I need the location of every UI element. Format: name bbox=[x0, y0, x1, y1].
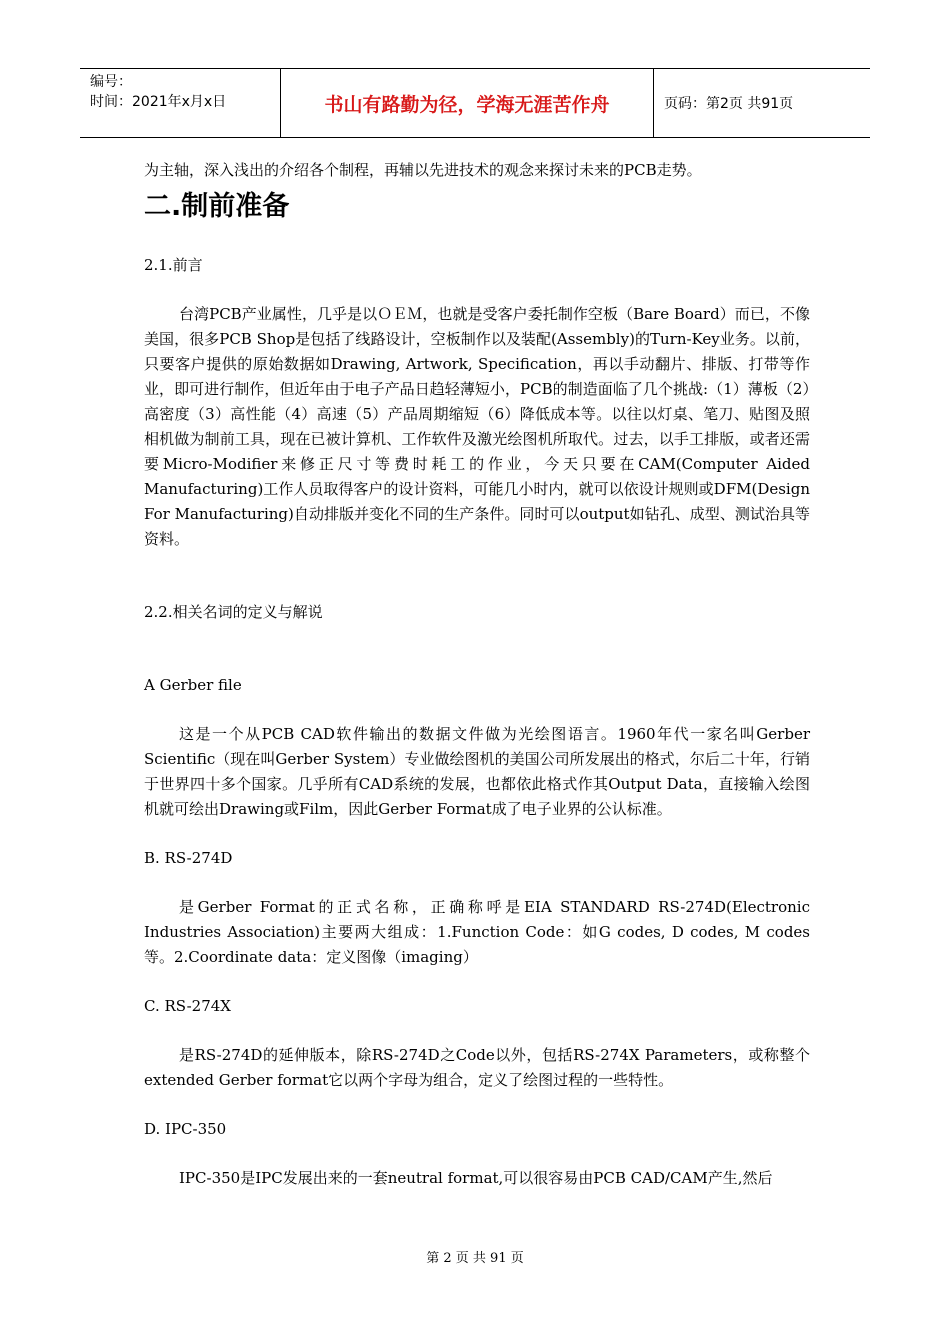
subsection-title-2-1: 2.1.前言 bbox=[144, 256, 203, 274]
term-title-d: D. IPC-350 bbox=[144, 1120, 227, 1138]
number-label: 编号： bbox=[90, 74, 132, 90]
header-motto: 书山有路勤为径，学海无涯苦作舟 bbox=[281, 69, 654, 137]
term-title-c: C. RS-274X bbox=[144, 997, 231, 1015]
term-paragraph-d: IPC-350是IPC发展出来的一套neutral format,可以很容易由PCB CAD/CAM产生,然后 bbox=[179, 1169, 773, 1187]
time-label: 时间：2021年x月x日 bbox=[90, 94, 227, 110]
header-page-info: 页码：第2页 共91页 bbox=[664, 96, 794, 112]
paragraph-2-1: 台湾PCB产业属性，几乎是以ＯＥＭ，也就是受客户委托制作空板（Bare Board）而已，不像美国，很多PCB Shop是包括了线路设计，空板制作以及装配(Assembly)的Turn-Key业务。以前，只要客户提供的原始数据如Drawing, Artwork, Specification，再以手动翻片、排版、打带等作业，即可进行制作，但近年由于电子产品日趋轻薄短小，PCB的制造面临了几个挑战:（1）薄板（2）高密度（3）高性能（4）高速（5）产品周期缩短（6）降低成本等。以往以灯桌、笔刀、贴图及照相机做为制前工具，现在已被计算机、工作软件及激光绘图机所取代。过去，以手工排版，或者还需要Micro-Modifier来修正尺寸等费时耗工的作业，今天只要在CAM(Computer Aided Manufacturing)工作人员取得客户的设计资料，可能几小时内，就可以依设计规则或DFM(Design For Manufacturing)自动排版并变化不同的生产条件。同时可以output如钻孔、成型、测试治具等资料。 bbox=[144, 305, 810, 548]
document-body bbox=[144, 158, 810, 1191]
intro-line: 为主轴，深入浅出的介绍各个制程，再辅以先进技术的观念来探讨未来的PCB走势。 bbox=[144, 161, 702, 179]
term-title-b: B. RS-274D bbox=[144, 849, 233, 867]
page-footer: 第 2 页 共 91 页 bbox=[426, 1251, 524, 1266]
subsection-title-2-2: 2.2.相关名词的定义与解说 bbox=[144, 603, 323, 621]
section-heading: 二.制前准备 bbox=[144, 191, 290, 222]
term-paragraph-b: 是Gerber Format的正式名称，正确称呼是EIA STANDARD RS-274D(Electronic Industries Association)主要两大组成：1.Function Code：如G codes, D codes, M codes 等。2.Coordinate data：定义图像（imaging） bbox=[144, 898, 810, 966]
term-paragraph-a: 这是一个从PCB CAD软件输出的数据文件做为光绘图语言。1960年代一家名叫Gerber Scientific（现在叫Gerber System）专业做绘图机的美国公司所发展出的格式，尔后二十年，行销于世界四十多个国家。几乎所有CAD系统的发展，也都依此格式作其Output Data，直接输入绘图机就可绘出Drawing或Film，因此Gerber Format成了电子业界的公认标准。 bbox=[144, 725, 810, 818]
term-paragraph-c: 是RS-274D的延伸版本，除RS-274D之Code以外，包括RS-274X Parameters，或称整个extended Gerber format它以两个字母为组合，定义了绘图过程的一些特性。 bbox=[144, 1046, 810, 1089]
header-meta-cell bbox=[80, 69, 281, 137]
page-header bbox=[80, 68, 870, 138]
term-title-a: A Gerber file bbox=[144, 676, 242, 694]
